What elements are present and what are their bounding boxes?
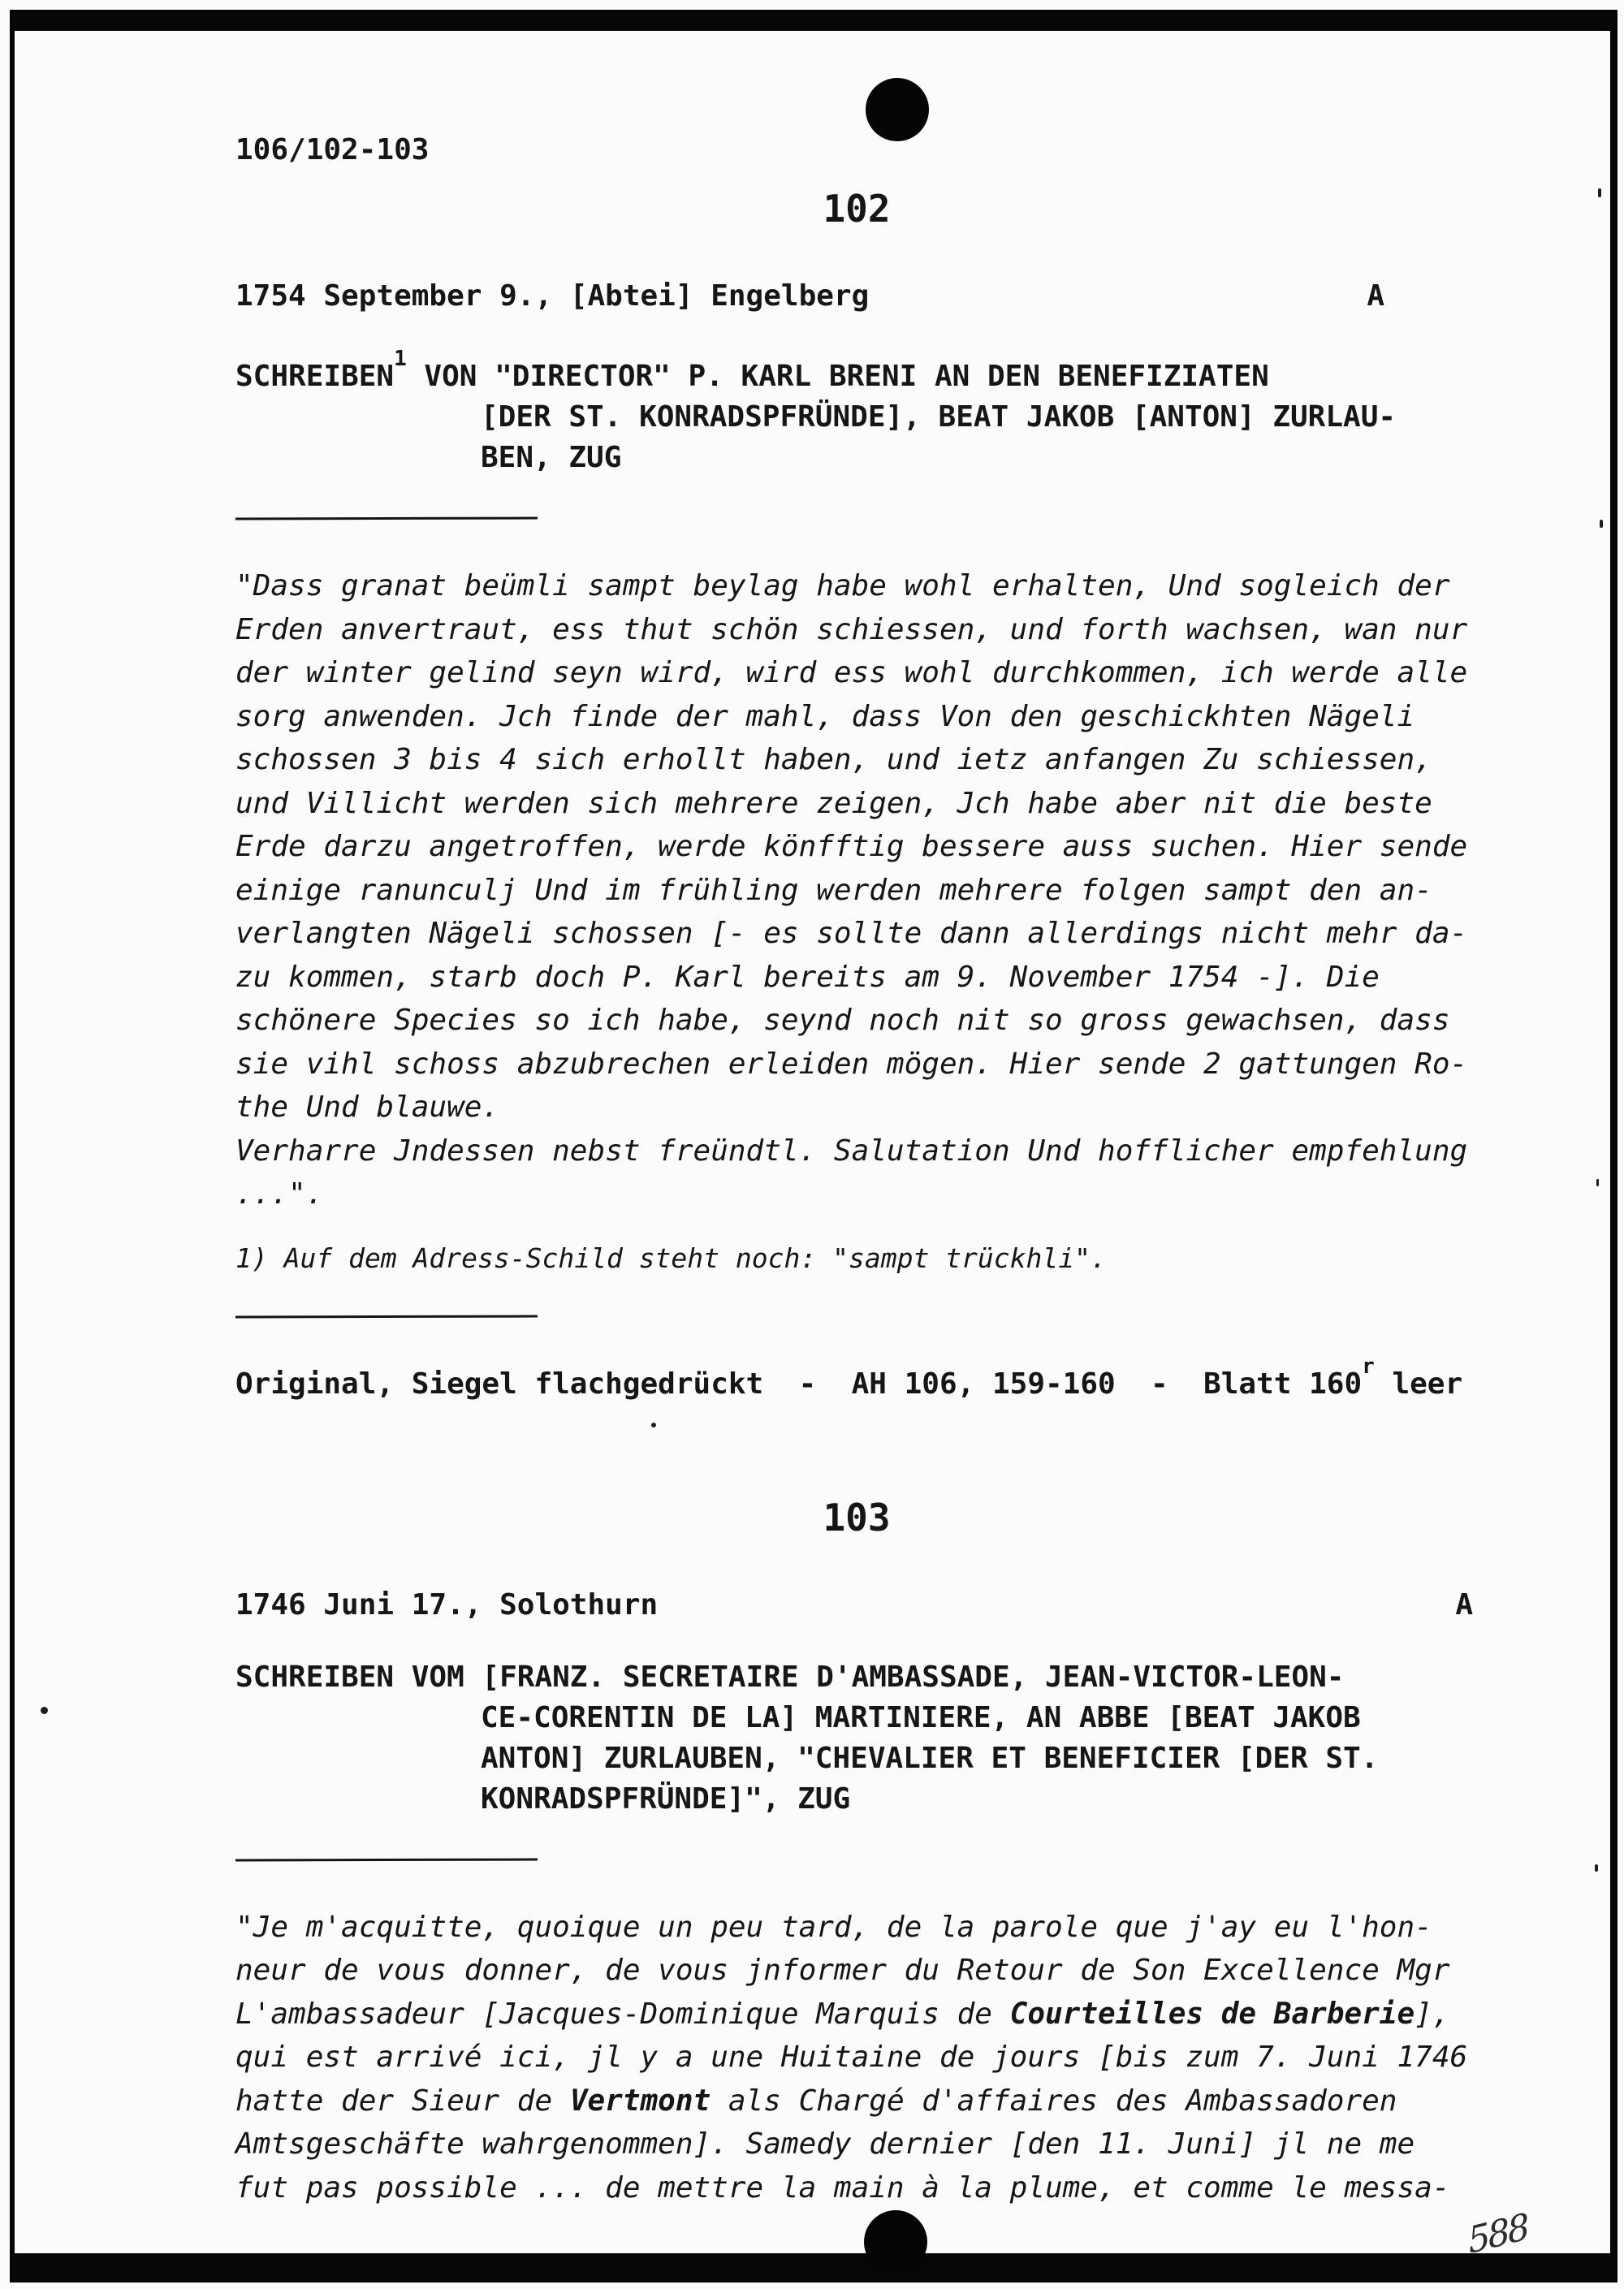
date-row: [235, 279, 1478, 314]
entry-102: [235, 187, 1478, 1402]
text-segment: KONRADSPFRÜNDE]", ZUG: [481, 1782, 851, 1816]
text-segment: hatte der Sieur de: [235, 2084, 570, 2118]
text-segment: ...".: [235, 1177, 324, 1211]
text-segment: und Villicht werden sich mehrere zeigen, Jch habe aber nit die beste: [235, 786, 1432, 820]
body-line: [235, 1043, 1478, 1086]
text-segment: BEN, ZUG: [481, 441, 622, 474]
separator-rule: [235, 1858, 538, 1861]
text-segment: VON "DIRECTOR" P. KARL BRENI AN DEN BENEFIZIATEN: [406, 360, 1269, 393]
title-line: [235, 1657, 1478, 1698]
title-line: [481, 438, 1478, 478]
separator-rule: [235, 517, 538, 520]
body-line: [235, 2123, 1478, 2166]
text-segment: sie vihl schoss abzubrechen erleiden mögen. Hier sende 2 gattungen Ro-: [235, 1047, 1468, 1081]
body-line: [235, 738, 1478, 782]
entry-date: 1754 September 9., [Abtei] Engelberg: [235, 279, 870, 313]
text-segment: verlangten Nägeli schossen [- es sollte dann allerdings nicht mehr da-: [235, 917, 1468, 950]
body-line: [235, 651, 1478, 695]
text-segment: "Je m'acquitte, quoique un peu tard, de la parole que j'ay eu l'hon-: [235, 1910, 1432, 1944]
text-segment: neur de vous donner, de vous jnformer du Retour de Son Excellence Mgr: [235, 1954, 1450, 1987]
provenance-line: [235, 1354, 1478, 1402]
text-segment: SCHREIBEN: [235, 360, 395, 393]
entry-footnote: [235, 1241, 1478, 1276]
text-segment: Amtsgeschäfte wahrgenommen]. Samedy dernier [den 11. Juni] jl ne me: [235, 2127, 1415, 2161]
text-segment: einige ranunculj Und im frühling werden mehrere folgen sampt den an-: [235, 873, 1432, 907]
handwritten-mark: 588: [1466, 2205, 1530, 2263]
entry-title: [235, 348, 1478, 478]
text-segment: L'ambassadeur [Jacques-Dominique Marquis de: [235, 1997, 1010, 2031]
text-segment: Vertmont: [569, 2084, 711, 2118]
entry-number: 103: [823, 1495, 891, 1540]
body-line: [235, 1173, 1478, 1216]
entry-body: [235, 1906, 1478, 2210]
body-line: [235, 912, 1478, 956]
entry-title: [235, 1657, 1478, 1820]
entry-body: [235, 564, 1478, 1216]
text-segment: Erden anvertraut, ess thut schön schiessen, und forth wachsen, wan nur: [235, 612, 1468, 646]
title-line: [481, 1779, 1478, 1820]
text-segment: sorg anwenden. Jch finde der mahl, dass Von den geschickhten Nägeli: [235, 699, 1415, 733]
text-segment: ANTON] ZURLAUBEN, "CHEVALIER ET BENEFICIER [DER ST.: [481, 1741, 1379, 1775]
text-segment: SCHREIBEN VOM [FRANZ. SECRETAIRE D'AMBASSADE, JEAN-VICTOR-LEON-: [235, 1660, 1345, 1694]
text-segment: ],: [1415, 1997, 1450, 2031]
text-segment: schossen 3 bis 4 sich erhollt haben, und ietz anfangen Zu schiessen,: [235, 743, 1432, 776]
body-line: [235, 999, 1478, 1043]
body-line: [235, 564, 1478, 608]
text-segment: schönere Species so ich habe, seynd noch nit so gross gewachsen, dass: [235, 1004, 1450, 1037]
body-line: [235, 1993, 1478, 2036]
body-line: [235, 782, 1478, 826]
text-segment: als Chargé d'affaires des Ambassadoren: [710, 2084, 1397, 2118]
body-line: [235, 1129, 1478, 1173]
entry-date: 1746 Juni 17., Solothurn: [235, 1587, 659, 1622]
text-segment: the Und blauwe.: [235, 1091, 500, 1124]
entry-103: [235, 1496, 1478, 2210]
text-segment: [DER ST. KONRADSPFRÜNDE], BEAT JAKOB [ANTON] ZURLAU-: [481, 400, 1397, 434]
punch-hole-bottom-icon: [864, 2210, 927, 2274]
entry-marker: A: [1455, 1587, 1473, 1622]
body-line: [235, 2166, 1478, 2210]
text-segment: Courteilles de Barberie: [1009, 1997, 1415, 2031]
body-line: [235, 608, 1478, 652]
text-segment: Verharre Jndessen nebst freündtl. Salutation Und hofflicher empfehlung: [235, 1134, 1468, 1168]
text-segment: Erde darzu angetroffen, werde könfftig bessere auss suchen. Hier sende: [235, 830, 1468, 863]
body-line: [235, 2036, 1478, 2080]
entry-number: 102: [823, 187, 891, 231]
title-line: [481, 1738, 1478, 1779]
body-line: [235, 1086, 1478, 1129]
title-line: [481, 397, 1478, 438]
text-segment: fut pas possible ... de mettre la main à la plume, et comme le messa-: [235, 2170, 1450, 2205]
page-reference: 106/102-103: [235, 133, 430, 166]
title-line: [481, 1698, 1478, 1738]
entry-marker: A: [1367, 279, 1384, 313]
superscript: r: [1362, 1354, 1375, 1379]
body-line: [235, 1906, 1478, 1950]
body-line: [235, 869, 1478, 913]
body-line: [235, 825, 1478, 869]
superscript: 1: [394, 347, 407, 371]
text-segment: leer: [1374, 1367, 1463, 1401]
text-segment: qui est arrivé ici, jl y a une Huitaine de jours [bis zum 7. Juni 1746: [235, 2041, 1468, 2074]
text-segment: zu kommen, starb doch P. Karl bereits am 9. November 1754 -]. Die: [235, 960, 1380, 994]
separator-rule: [235, 1315, 538, 1318]
body-line: [235, 956, 1478, 1000]
text-segment: 1) Auf dem Adress-Schild steht noch: "sampt trückhli".: [235, 1242, 1107, 1274]
footnote-line: [235, 1241, 1478, 1276]
text-segment: der winter gelind seyn wird, wird ess wohl durchkommen, ich werde alle: [235, 656, 1468, 689]
entries-container: [235, 187, 1478, 2209]
text-segment: CE-CORENTIN DE LA] MARTINIERE, AN ABBE [BEAT JAKOB: [481, 1700, 1361, 1734]
title-line: [235, 348, 1478, 397]
text-segment: Original, Siegel flachgedrückt - AH 106, 159-160 - Blatt 160: [235, 1367, 1363, 1401]
body-line: [235, 695, 1478, 739]
body-line: [235, 1949, 1478, 1993]
text-segment: "Dass granat beümli sampt beylag habe wohl erhalten, Und sogleich der: [235, 569, 1450, 602]
body-line: [235, 2080, 1478, 2123]
date-row: [235, 1587, 1478, 1623]
